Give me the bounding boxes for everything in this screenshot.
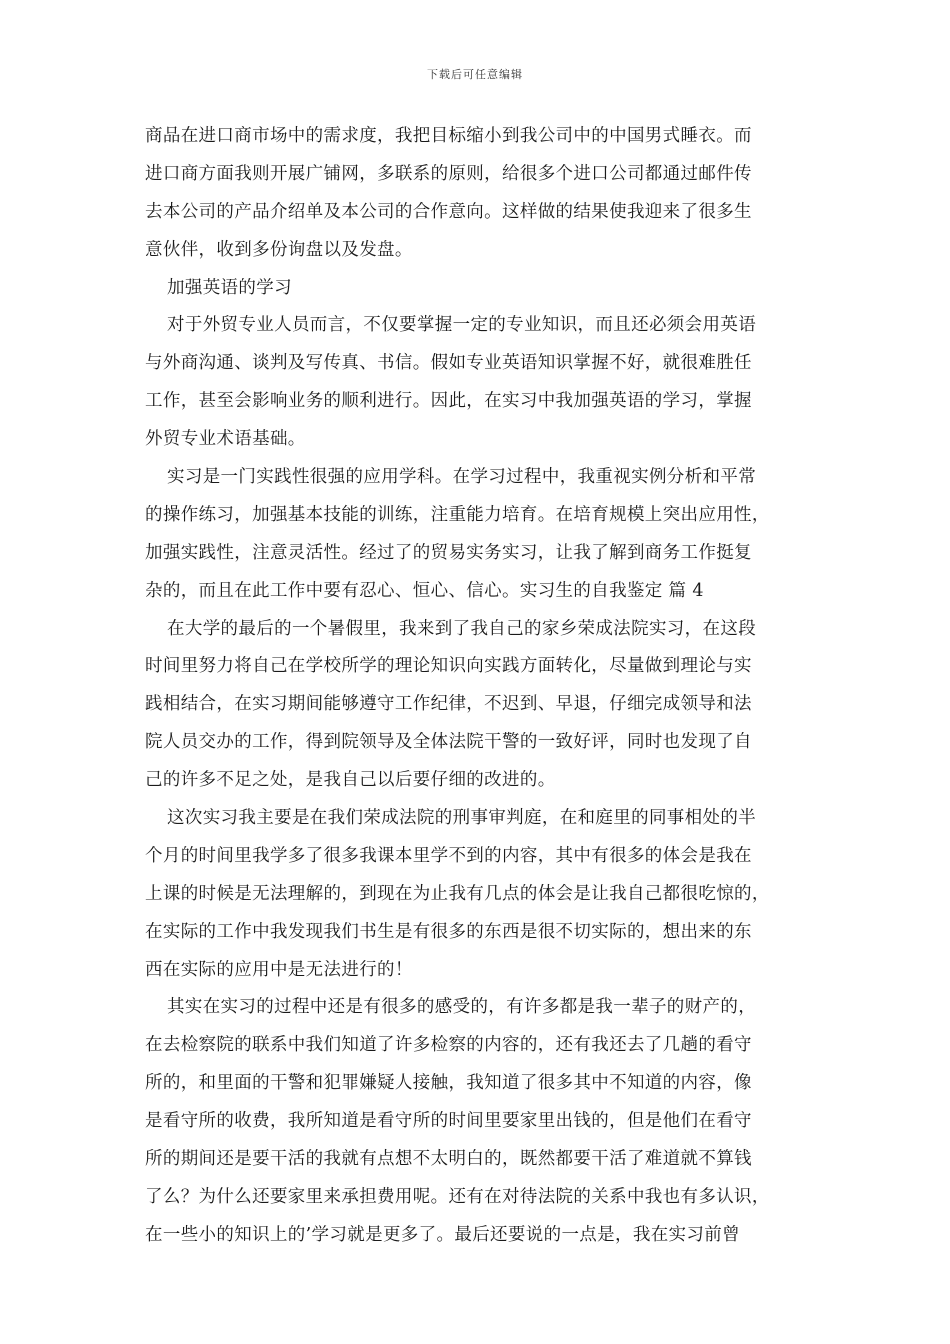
text-line: 实习是一门实践性很强的应用学科。在学习过程中，我重视实例分析和平常 <box>167 467 757 488</box>
page-header: 下载后可任意编辑 <box>427 68 523 81</box>
text-line: 去本公司的产品介绍单及本公司的合作意向。这样做的结果使我迎来了很多生 <box>145 201 752 222</box>
text-line: 在大学的最后的一个暑假里，我来到了我自己的家乡荣成法院实习，在这段 <box>167 618 757 639</box>
text-line: 外贸专业术语基础。 <box>145 429 306 450</box>
text-line: 对于外贸专业人员而言，不仅要掌握一定的专业知识，而且还必须会用英语 <box>167 315 757 336</box>
text-line: 是看守所的收费，我所知道是看守所的时间里要家里出钱的，但是他们在看守 <box>145 1111 752 1132</box>
text-line: 其实在实习的过程中还是有很多的感受的，有许多都是我一辈子的财产的， <box>167 997 757 1018</box>
text-line: 在一些小的知识上的’学习就是更多了。最后还要说的一点是，我在实习前曾 <box>145 1224 740 1245</box>
text-line: 践相结合，在实习期间能够遵守工作纪律，不迟到、早退，仔细完成领导和法 <box>145 694 752 715</box>
text-line: 杂的，而且在此工作中要有忍心、恒心、信心。实习生的自我鉴定 篇 4 <box>145 580 704 601</box>
text-line: 上课的时候是无法理解的，到现在为止我有几点的体会是让我自己都很吃惊的， <box>145 883 770 904</box>
text-line: 时间里努力将自己在学校所学的理论知识向实践方面转化，尽量做到理论与实 <box>145 656 752 677</box>
text-line: 的操作练习，加强基本技能的训练，注重能力培育。在培育规模上突出应用性， <box>145 504 770 525</box>
text-line: 所的，和里面的干警和犯罪嫌疑人接触，我知道了很多其中不知道的内容，像 <box>145 1073 752 1094</box>
text-line: 院人员交办的工作，得到院领导及全体法院干警的一致好评，同时也发现了自 <box>145 732 752 753</box>
text-line: 在实际的工作中我发现我们书生是有很多的东西是很不切实际的，想出来的东 <box>145 921 752 942</box>
text-line: 在去检察院的联系中我们知道了许多检察的内容的，还有我还去了几趟的看守 <box>145 1035 752 1056</box>
document-body <box>145 118 810 1255</box>
text-line: 与外商沟通、谈判及写传真、书信。假如专业英语知识掌握不好，就很难胜任 <box>145 353 752 374</box>
text-line: 己的许多不足之处，是我自己以后要仔细的改进的。 <box>145 770 556 791</box>
text-line: 个月的时间里我学多了很多我课本里学不到的内容，其中有很多的体会是我在 <box>145 845 752 866</box>
text-line: 进口商方面我则开展广铺网，多联系的原则，给很多个进口公司都通过邮件传 <box>145 163 752 184</box>
text-line: 了么？为什么还要家里来承担费用呢。还有在对待法院的关系中我也有多认识， <box>145 1186 770 1207</box>
text-line: 这次实习我主要是在我们荣成法院的刑事审判庭，在和庭里的同事相处的半 <box>167 808 757 829</box>
text-line: 加强实践性，注意灵活性。经过了的贸易实务实习，让我了解到商务工作挺复 <box>145 542 752 563</box>
text-line: 意伙伴，收到多份询盘以及发盘。 <box>145 239 413 260</box>
text-line: 工作，甚至会影响业务的顺利进行。因此，在实习中我加强英语的学习，掌握 <box>145 391 752 412</box>
text-line: 加强英语的学习 <box>167 277 292 298</box>
text-line: 西在实际的应用中是无法进行的！ <box>145 959 413 980</box>
text-line: 所的期间还是要干活的我就有点想不太明白的，既然都要干活了难道就不算钱 <box>145 1149 752 1170</box>
text-line: 商品在进口商市场中的需求度，我把目标缩小到我公司中的中国男式睡衣。而 <box>145 126 752 146</box>
